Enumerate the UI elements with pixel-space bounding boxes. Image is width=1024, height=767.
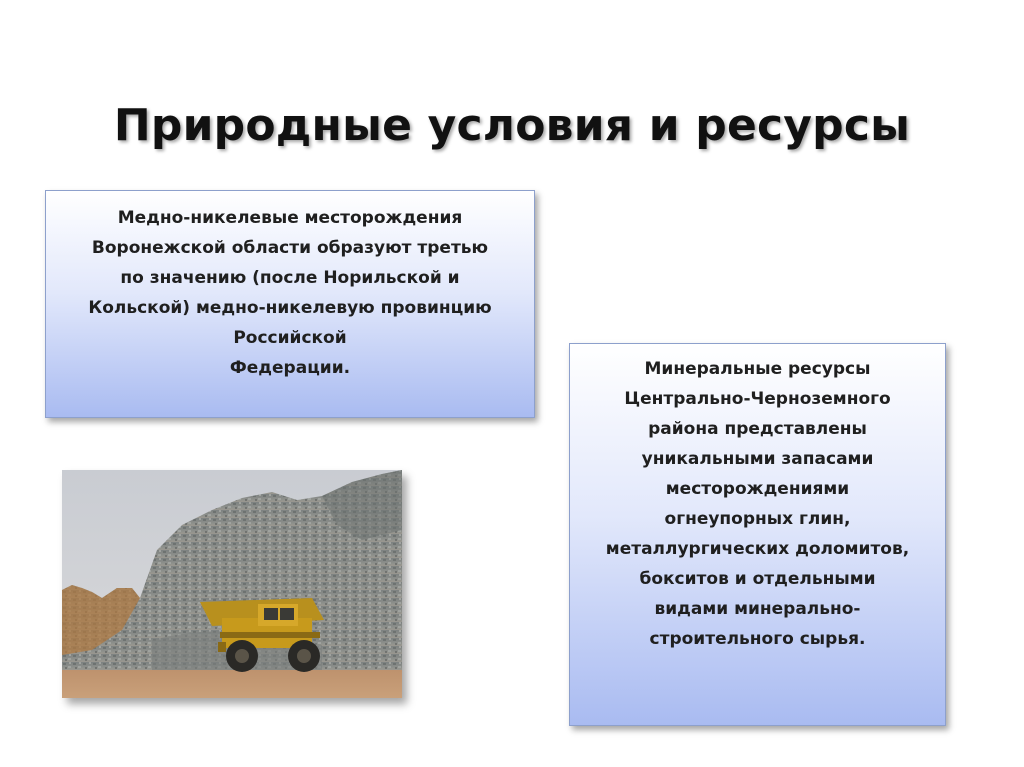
left-box-line: Кольской) медно-никелевую провинцию	[88, 298, 492, 318]
left-box-line: Медно-никелевые месторождения	[117, 208, 463, 228]
right-text-box	[569, 343, 946, 726]
right-box-line: бокситов и отдельными	[639, 569, 876, 589]
right-box-line: Минеральные ресурсы	[644, 359, 871, 379]
left-box-line: по значению (после Норильской и	[120, 268, 460, 288]
right-box-line: уникальными запасами	[641, 449, 874, 469]
left-box-line: Российской	[233, 328, 347, 348]
left-text-box	[45, 190, 535, 418]
photo-illustration	[62, 470, 402, 698]
left-box-line: Федерации.	[229, 358, 351, 378]
right-box-line: месторождениями	[665, 479, 850, 499]
right-box-line: огнеупорных глин,	[664, 509, 851, 529]
right-box-line: Центрально-Черноземного	[624, 389, 891, 409]
slide-title: Природные условия и ресурсы	[113, 100, 911, 151]
left-box-line: Воронежской области образуют третью	[91, 238, 489, 258]
right-box-line: видами минерально-	[654, 599, 861, 619]
quarry-dump-truck-photo	[62, 470, 402, 698]
right-box-line: строительного сырья.	[649, 629, 866, 649]
right-box-line: металлургических доломитов,	[605, 539, 910, 559]
right-box-line: района представлены	[648, 419, 867, 439]
